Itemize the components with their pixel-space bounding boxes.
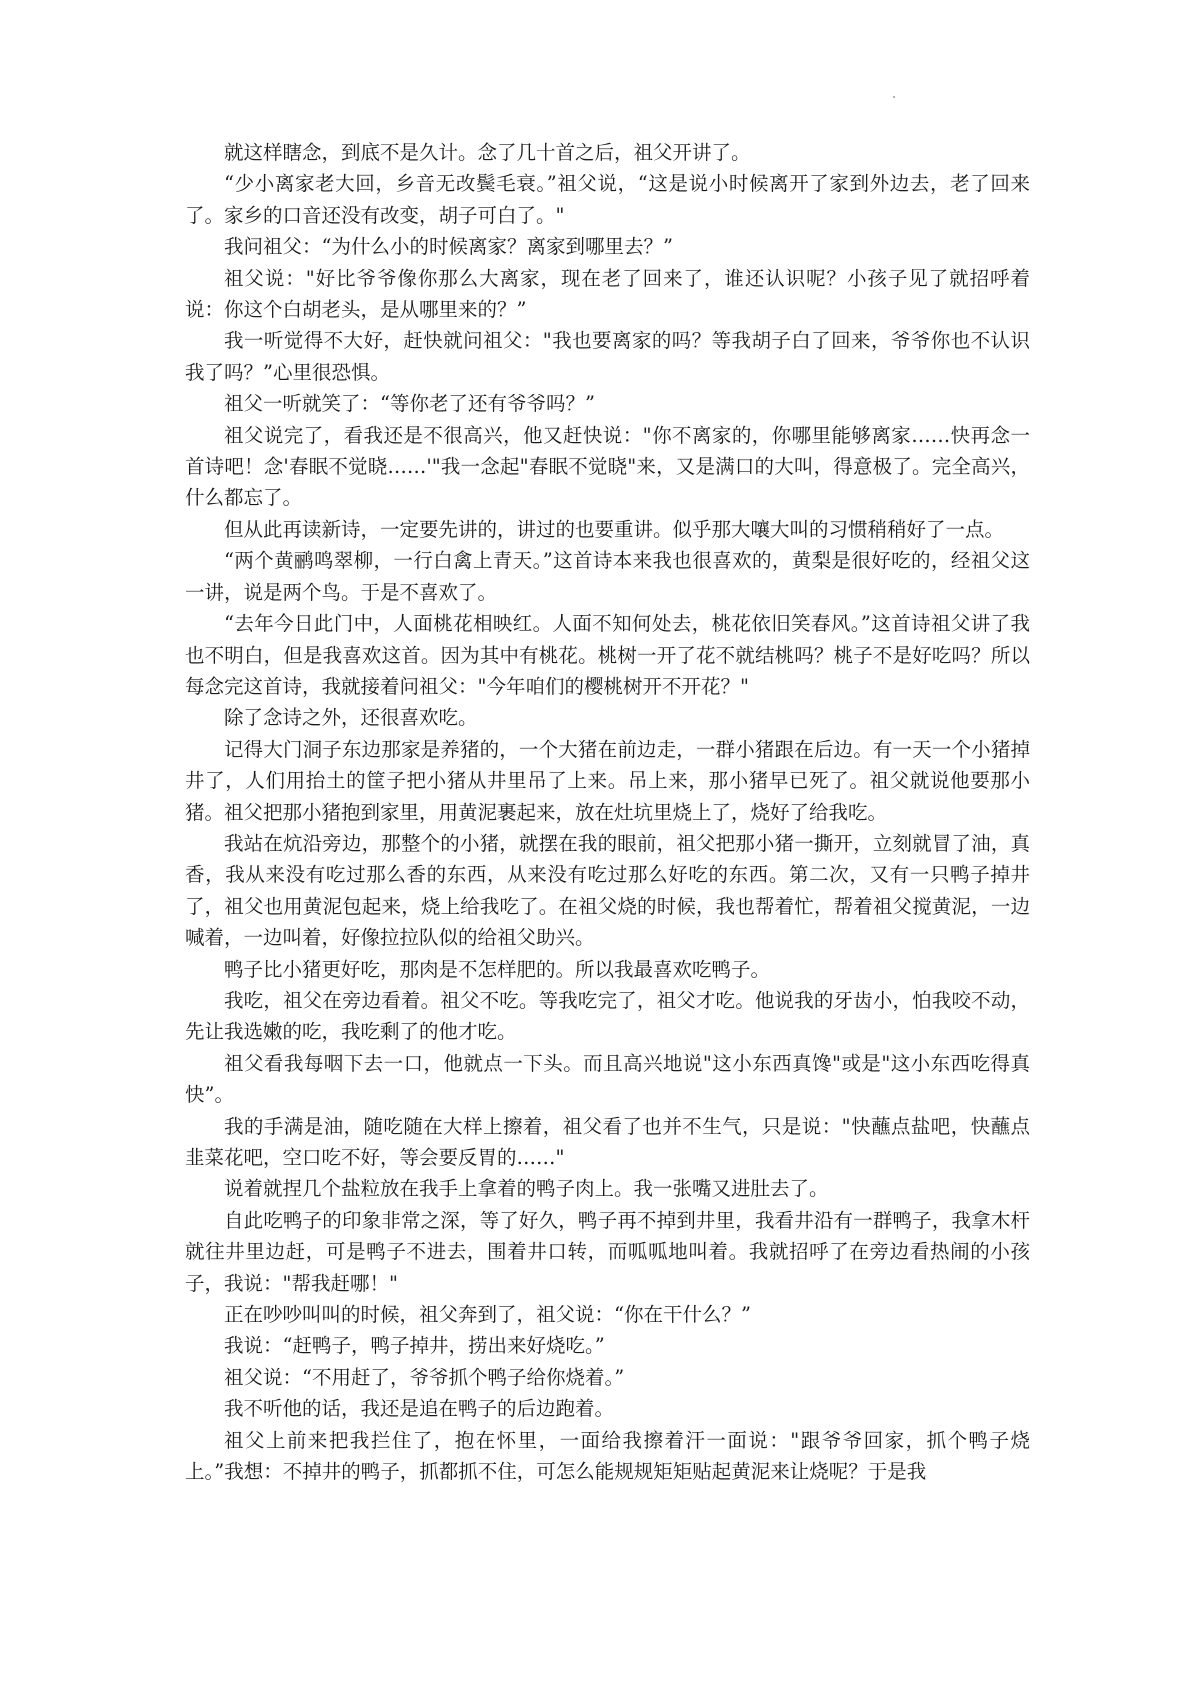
paragraph: 我吃，祖父在旁边看着。祖父不吃。等我吃完了，祖父才吃。他说我的牙齿小，怕我咬不动，先让我选嫩的吃，我吃剩了的他才吃。 [185, 988, 1030, 1044]
paragraph: 祖父说："好比爷爷像你那么大离家，现在老了回来了，谁还认识呢？小孩子见了就招呼着说：你这个白胡老头，是从哪里来的？” [185, 266, 1030, 322]
paragraph: 我问祖父：“为什么小的时候离家？离家到哪里去？” [224, 235, 673, 259]
document-body [185, 137, 1030, 1487]
paragraph: 说着就捏几个盐粒放在我手上拿着的鸭子肉上。我一张嘴又进肚去了。 [224, 1177, 829, 1201]
scan-speck [893, 96, 895, 98]
paragraph: 我的手满是油，随吃随在大样上擦着，祖父看了也并不生气，只是说："快蘸点盐吧，快蘸点韭菜花吧，空口吃不好，等会要反胃的……" [185, 1114, 1030, 1169]
paragraph: 就这样瞎念，到底不是久计。念了几十首之后，祖父开讲了。 [224, 141, 751, 164]
paragraph: 祖父上前来把我拦住了，抱在怀里，一面给我擦着汗一面说："跟爷爷回家，抓个鸭子烧上。”我想：不掉井的鸭子，抓都抓不住，可怎么能规规矩矩贴起黄泥来让烧呢？于是我 [185, 1428, 1030, 1484]
paragraph: 我说：“赶鸭子，鸭子掉井，捞出来好烧吃。” [224, 1334, 605, 1358]
paragraph: 我不听他的话，我还是追在鸭子的后边跑着。 [224, 1397, 615, 1421]
paragraph: 祖父一听就笑了：“等你老了还有爷爷吗？” [224, 392, 595, 416]
paragraph: 鸭子比小猪更好吃，那肉是不怎样肥的。所以我最喜欢吃鸭子。 [224, 957, 771, 981]
paragraph: 祖父说：“不用赶了，爷爷抓个鸭子给你烧着。” [224, 1365, 625, 1389]
paragraph: 祖父说完了，看我还是不很高兴，他又赶快说："你不离家的，你哪里能够离家……快再念一首诗吧！念'春眠不觉晓……'"我一念起"春眠不觉晓"来，又是满口的大叫，得意极了。完全高兴，什么都忘了。 [185, 423, 1030, 510]
paragraph: “两个黄鹂鸣翠柳，一行白禽上青天。”这首诗本来我也很喜欢的，黄梨是很好吃的，经祖父这一讲，说是两个鸟。于是不喜欢了。 [185, 549, 1030, 604]
paragraph: “少小离家老大回，乡音无改鬓毛衰。”祖父说，“这是说小时候离开了家到外边去，老了回来了。家乡的口音还没有改变，胡子可白了。" [185, 172, 1030, 227]
paragraph: 记得大门洞子东边那家是养猪的，一个大猪在前边走，一群小猪跟在后边。有一天一个小猪掉井了，人们用抬土的筐子把小猪从井里吊了上来。吊上来，那小猪早已死了。祖父就说他要那小猪。祖父把那小猪抱到家里，用黄泥裹起来，放在灶坑里烧上了，烧好了给我吃。 [185, 737, 1030, 824]
paragraph: 但从此再读新诗，一定要先讲的，讲过的也要重讲。似乎那大嚷大叫的习惯稍稍好了一点。 [224, 517, 1005, 541]
paragraph: “去年今日此门中，人面桃花相映红。人面不知何处去，桃花依旧笑春风。”这首诗祖父讲了我也不明白，但是我喜欢这首。因为其中有桃花。桃树一开了花不就结桃吗？桃子不是好吃吗？所以每念完这首诗，我就接着问祖父："今年咱们的樱桃树开不开花？" [185, 612, 1030, 698]
paragraph: 我站在炕沿旁边，那整个的小猪，就摆在我的眼前，祖父把那小猪一撕开，立刻就冒了油，真香，我从来没有吃过那么香的东西，从来没有吃过那么好吃的东西。第二次，又有一只鸭子掉井了，祖父也用黄泥包起来，烧上给我吃了。在祖父烧的时候，我也帮着忙，帮着祖父搅黄泥，一边喊着，一边叫着，好像拉拉队似的给祖父助兴。 [185, 831, 1030, 950]
paragraph: 正在吵吵叫叫的时候，祖父奔到了，祖父说：“你在干什么？” [224, 1303, 751, 1327]
paragraph: 我一听觉得不大好，赶快就问祖父："我也要离家的吗？等我胡子白了回来，爷爷你也不认识我了吗？”心里很恐惧。 [185, 329, 1030, 384]
paragraph: 除了念诗之外，还很喜欢吃。 [224, 706, 478, 730]
paragraph: 自此吃鸭子的印象非常之深，等了好久，鸭子再不掉到井里，我看井沿有一群鸭子，我拿木杆就往井里边赶，可是鸭子不进去，围着井口转，而呱呱地叫着。我就招呼了在旁边看热闹的小孩子，我说："帮我赶哪！" [185, 1208, 1030, 1295]
paragraph: 祖父看我每咽下去一口，他就点一下头。而且高兴地说"这小东西真馋"或是"这小东西吃得真快”。 [185, 1051, 1030, 1107]
